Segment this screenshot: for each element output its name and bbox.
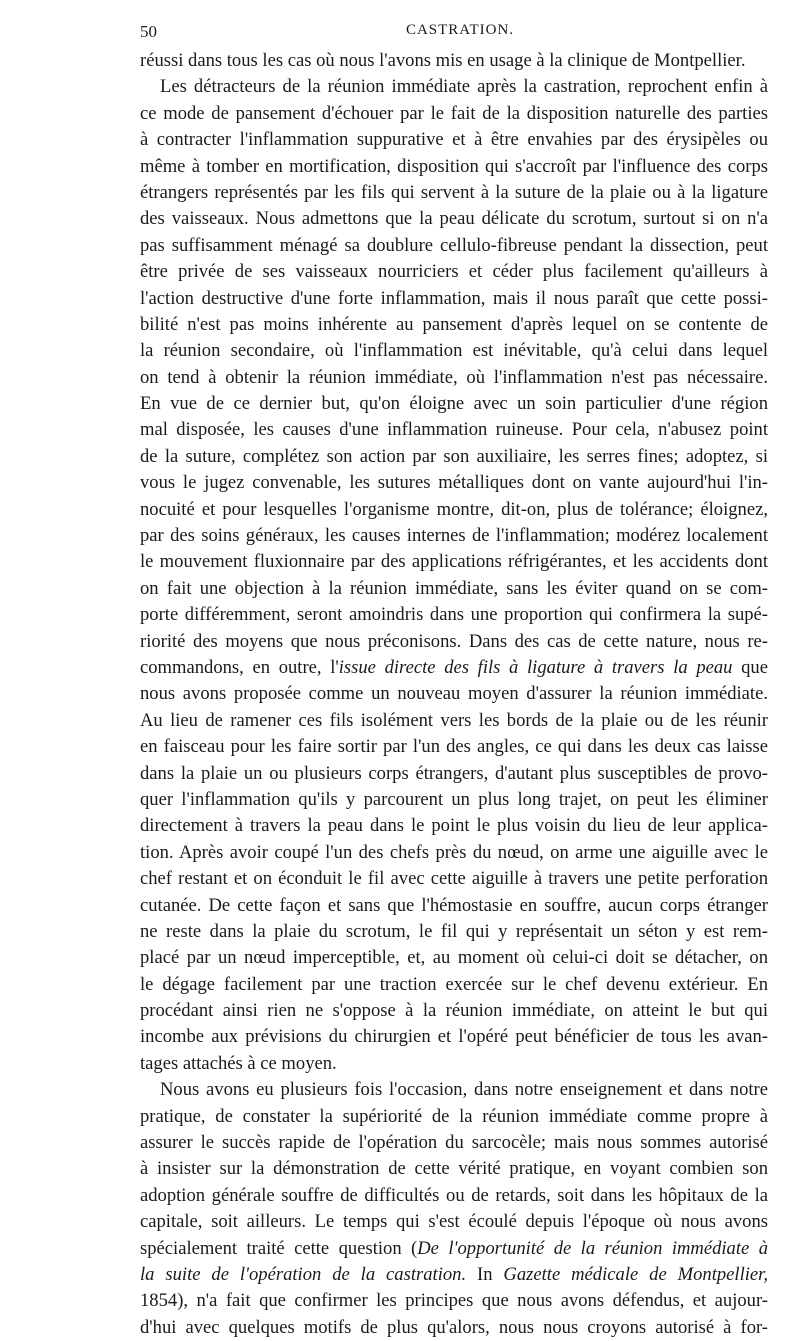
text-run: on fait une objection à la réunion immédiate, sans les éviter quand on se com- [140, 577, 768, 599]
text-run: la réunion secondaire, où l'inflammation est inévitable, qu'à celui dans lequel [140, 340, 768, 362]
text-run: placé par un nœud imperceptible, et, au moment où celui-ci doit se détacher, on [140, 947, 768, 969]
text-run: vous le jugez convenable, les sutures métalliques dont on vante aujourd'hui l'in- [140, 472, 768, 494]
text-run: tion. Après avoir coupé l'un des chefs près du nœud, on arme une aiguille avec le [140, 841, 768, 863]
text-run: quer l'inflammation qu'ils y parcourent un plus long trajet, on peut les éliminer [140, 788, 768, 810]
text-run: même à tomber en mortification, disposition qui s'accroît par l'influence des corps [140, 155, 768, 177]
page-number: 50 [140, 22, 157, 41]
text-line [140, 1262, 768, 1288]
text-line [140, 919, 768, 945]
text-line [140, 708, 768, 734]
text-run: nous avons proposée comme un nouveau moyen d'assurer la réunion immédiate. [140, 683, 768, 705]
text-line [140, 1024, 768, 1050]
text-run: dans la plaie un ou plusieurs corps étrangers, d'autant plus susceptibles de provo- [140, 762, 768, 784]
text-run: étrangers représentés par les fils qui servent à la suture de la plaie ou à la ligature [140, 181, 768, 203]
text-run: directement à travers la peau dans le point le plus voisin du lieu de leur applica- [140, 815, 768, 837]
text-line [140, 391, 768, 417]
text-run: être privée de ses vaisseaux nourriciers et céder plus facilement qu'ailleurs à [140, 261, 768, 283]
text-run: porte différemment, seront amoindris dans une proportion qui confirmera la supé- [140, 604, 768, 626]
text-run: bilité n'est pas moins inhérente au pansement d'après lequel on se contente de [140, 313, 768, 335]
text-line [140, 497, 768, 523]
text-line [140, 549, 768, 575]
text-run: riorité des moyens que nous préconisons. Dans des cas de cette nature, nous re- [140, 630, 768, 652]
text-line [140, 761, 768, 787]
text-line [140, 866, 768, 892]
italic-text: la suite de l'opération de la castration. [140, 1263, 467, 1285]
text-line [140, 206, 768, 232]
text-run: en faisceau pour les faire sortir par l'un des angles, ce qui dans les deux cas laisse [140, 736, 768, 758]
text-line [140, 813, 768, 839]
text-run: à contracter l'inflammation suppurative et à être envahies par des érysipèles ou [140, 129, 768, 151]
text-line [140, 523, 768, 549]
text-line [140, 154, 768, 180]
text-line [140, 180, 768, 206]
text-line [140, 576, 768, 602]
italic-text: De l'opportunité de la réunion immédiate à [417, 1237, 768, 1259]
text-run: pratique, de constater la supériorité de la réunion immédiate comme propre à [140, 1105, 768, 1127]
text-run: capitale, soit ailleurs. Le temps qui s'est écoulé depuis l'époque où nous avons [140, 1211, 768, 1233]
text-run: par des soins généraux, les causes internes de l'inflammation; modérez localement [140, 525, 768, 547]
text-line [140, 787, 768, 813]
text-line [140, 417, 768, 443]
text-line [140, 840, 768, 866]
text-line [140, 1051, 768, 1077]
text-run: 1854), n'a fait que confirmer les principes que nous avons défendus, et aujour- [140, 1290, 768, 1312]
text-run: adoption générale souffre de difficultés ou de retards, soit dans les hôpitaux de la [140, 1184, 768, 1206]
text-line [140, 312, 768, 338]
text-line [140, 286, 768, 312]
text-line [140, 470, 768, 496]
italic-text: issue directe des fils à ligature à travers la peau [338, 656, 733, 678]
text-line [140, 629, 768, 655]
text-run: mal disposée, les causes d'une inflammation ruineuse. Pour cela, n'abusez point [140, 419, 768, 441]
text-run: des vaisseaux. Nous admettons que la peau délicate du scrotum, surtout si on n'a [140, 208, 768, 230]
text-run: cutanée. De cette façon et sans que l'hémostasie en souffre, aucun corps étranger [140, 894, 768, 916]
text-run: spécialement traité cette question ( [140, 1237, 418, 1259]
text-line [140, 365, 768, 391]
text-line [140, 101, 768, 127]
text-line [140, 1104, 768, 1130]
text-line [140, 1183, 768, 1209]
text-run: Au lieu de ramener ces fils isolément vers les bords de la plaie ou de les réunir [140, 709, 768, 731]
text-run: Les détracteurs de la réunion immédiate après la castration, reprochent enfin à [160, 76, 768, 98]
text-run: In [466, 1263, 504, 1285]
text-line [140, 1209, 768, 1235]
text-line [140, 444, 768, 470]
text-run: ne reste dans la plaie du scrotum, le fil qui y représentait un séton y est rem- [140, 920, 768, 942]
text-line [140, 338, 768, 364]
text-run: tages attachés à ce moyen. [140, 1052, 337, 1074]
text-line [140, 48, 768, 74]
text-run: commandons, en outre, l' [140, 656, 339, 678]
text-run: incombe aux prévisions du chirurgien et l'opéré peut bénéficier de tous les avan- [140, 1026, 768, 1048]
text-run: procédant ainsi rien ne s'oppose à la réunion immédiate, on atteint le but qui [140, 1000, 768, 1022]
body-text [140, 48, 768, 1341]
text-line [140, 734, 768, 760]
text-run: de la suture, complétez son action par son auxiliaire, les serres fines; adoptez, si [140, 445, 768, 467]
italic-text: Gazette médicale de Montpellier, [503, 1263, 768, 1285]
text-run: d'hui avec quelques motifs de plus qu'alors, nous nous croyons autorisé à for- [140, 1316, 768, 1338]
text-line [140, 74, 768, 100]
text-line [140, 233, 768, 259]
text-run: pas suffisamment ménagé sa doublure cellulo-fibreuse pendant la dissection, peut [140, 234, 768, 256]
text-run: En vue de ce dernier but, qu'on éloigne avec un soin particulier d'une région [140, 393, 768, 415]
text-line [140, 1130, 768, 1156]
text-line [140, 655, 768, 681]
text-run: chef restant et on éconduit le fil avec cette aiguille à travers une petite perforation [140, 868, 768, 890]
text-line [140, 681, 768, 707]
text-line [140, 259, 768, 285]
text-run: on tend à obtenir la réunion immédiate, où l'inflammation n'est pas nécessaire. [140, 366, 768, 388]
text-run: nocuité et pour lesquelles l'organisme montre, dit-on, plus de tolérance; éloignez, [140, 498, 768, 520]
text-run: ce mode de pansement d'échouer par le fait de la disposition naturelle des parties [140, 102, 768, 124]
text-line [140, 972, 768, 998]
text-line [140, 1288, 768, 1314]
text-line [140, 893, 768, 919]
text-line [140, 1236, 768, 1262]
text-run: le mouvement fluxionnaire par des applications réfrigérantes, et les accidents dont [140, 551, 768, 573]
text-line [140, 998, 768, 1024]
text-run: que [732, 656, 768, 678]
text-run: à insister sur la démonstration de cette vérité pratique, en voyant combien son [140, 1158, 768, 1180]
text-line [140, 127, 768, 153]
text-line [140, 945, 768, 971]
text-run: assurer le succès rapide de l'opération du sarcocèle; mais nous sommes autorisé [140, 1132, 768, 1154]
text-line [140, 1315, 768, 1341]
running-title: CASTRATION. [405, 22, 515, 38]
text-line [140, 1077, 768, 1103]
text-line [140, 602, 768, 628]
text-run: réussi dans tous les cas où nous l'avons mis en usage à la clinique de Montpellier. [140, 50, 746, 71]
text-run: le dégage facilement par une traction exercée sur le chef devenu extérieur. En [140, 973, 768, 995]
text-run: Nous avons eu plusieurs fois l'occasion, dans notre enseignement et dans notre [160, 1079, 768, 1101]
text-line [140, 1156, 768, 1182]
page-header [140, 22, 780, 48]
text-run: l'action destructive d'une forte inflammation, mais il nous paraît que cette possi- [140, 287, 768, 309]
